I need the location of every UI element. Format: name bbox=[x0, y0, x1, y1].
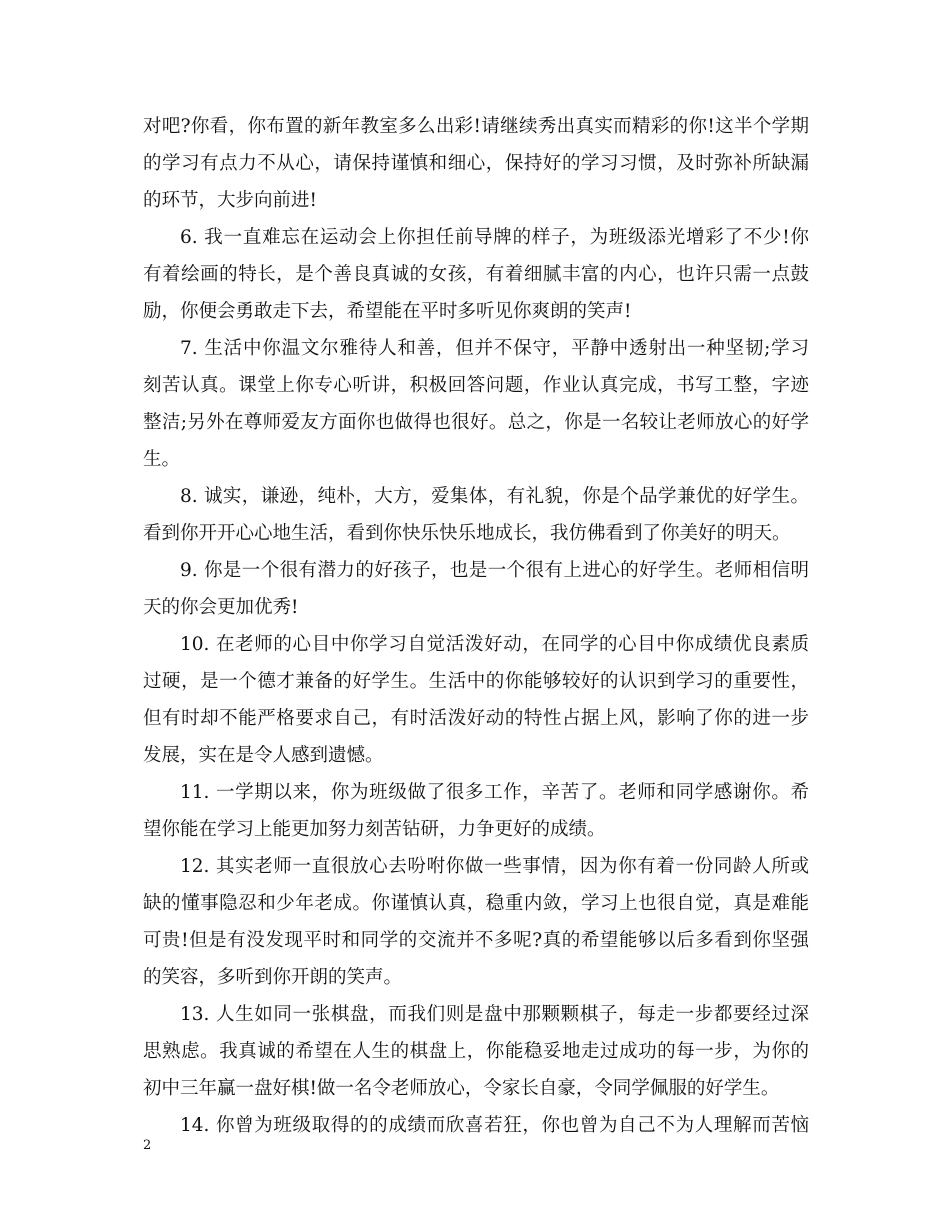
text-line: 生。 bbox=[143, 449, 181, 470]
text-line: 励，你便会勇敢走下去，希望能在平时多听见你爽朗的笑声! bbox=[143, 301, 632, 322]
paragraph-p-continued bbox=[143, 108, 809, 219]
text-line: 望你能在学习上能更加努力刻苦钻研，力争更好的成绩。 bbox=[143, 819, 606, 840]
paragraph-p-7 bbox=[143, 330, 809, 478]
text-line: 的学习有点力不从心，请保持谨慎和细心，保持好的学习习惯，及时弥补所缺漏 bbox=[143, 153, 809, 174]
text-line: 可贵!但是有没发现平时和同学的交流并不多呢?真的希望能够以后多看到你坚强 bbox=[143, 930, 809, 951]
text-line: 11. 一学期以来，你为班级做了很多工作，辛苦了。老师和同学感谢你。希 bbox=[180, 782, 809, 803]
text-line: 10. 在老师的心目中你学习自觉活泼好动，在同学的心目中你成绩优良素质 bbox=[180, 634, 809, 655]
text-line: 发展，实在是令人感到遗憾。 bbox=[143, 745, 384, 766]
text-line: 的笑容，多听到你开朗的笑声。 bbox=[143, 967, 403, 988]
text-line: 初中三年赢一盘好棋!做一名令老师放心，令家长自豪，令同学佩服的好学生。 bbox=[143, 1078, 780, 1099]
text-line: 14. 你曾为班级取得的的成绩而欣喜若狂，你也曾为自己不为人理解而苦恼 bbox=[180, 1115, 809, 1136]
text-line: 的环节，大步向前进! bbox=[143, 190, 317, 211]
text-line: 过硬，是一个德才兼备的好学生。生活中的你能够较好的认识到学习的重要性， bbox=[143, 671, 809, 692]
text-line: 有着绘画的特长，是个善良真诚的女孩，有着细腻丰富的内心，也许只需一点鼓 bbox=[143, 264, 809, 285]
paragraph-p-11 bbox=[143, 774, 809, 848]
text-line: 整洁;另外在尊师爱友方面你也做得也很好。总之，你是一名较让老师放心的好学 bbox=[143, 412, 809, 433]
paragraph-p-9 bbox=[143, 552, 809, 626]
text-line: 12. 其实老师一直很放心去吩咐你做一些事情，因为你有着一份同龄人所或 bbox=[180, 856, 809, 877]
text-line: 6. 我一直难忘在运动会上你担任前导牌的样子，为班级添光增彩了不少!你 bbox=[180, 227, 809, 248]
text-line: 对吧?你看，你布置的新年教室多么出彩!请继续秀出真实而精彩的你!这半个学期 bbox=[143, 116, 809, 137]
text-line: 7. 生活中你温文尔雅待人和善，但并不保守，平静中透射出一种坚韧;学习 bbox=[180, 338, 809, 359]
paragraph-p-6 bbox=[143, 219, 809, 330]
text-line: 缺的懂事隐忍和少年老成。你谨慎认真，稳重内敛，学习上也很自觉，真是难能 bbox=[143, 893, 809, 914]
paragraph-p-8 bbox=[143, 478, 809, 552]
paragraph-p-14 bbox=[143, 1107, 809, 1144]
paragraph-p-12 bbox=[143, 848, 809, 996]
text-line: 8. 诚实，谦逊，纯朴，大方，爱集体，有礼貌，你是个品学兼优的好学生。 bbox=[180, 486, 809, 507]
paragraph-p-10 bbox=[143, 626, 809, 774]
document-body bbox=[143, 108, 809, 1144]
text-line: 思熟虑。我真诚的希望在人生的棋盘上，你能稳妥地走过成功的每一步，为你的 bbox=[143, 1041, 809, 1062]
text-line: 看到你开开心心地生活，看到你快乐快乐地成长，我仿佛看到了你美好的明天。 bbox=[143, 523, 791, 544]
page-number: 2 bbox=[143, 1138, 152, 1153]
text-line: 13. 人生如同一张棋盘，而我们则是盘中那颗颗棋子，每走一步都要经过深 bbox=[180, 1004, 809, 1025]
text-line: 但有时却不能严格要求自己，有时活泼好动的特性占据上风，影响了你的进一步 bbox=[143, 708, 809, 729]
text-line: 天的你会更加优秀! bbox=[143, 597, 299, 618]
text-line: 刻苦认真。课堂上你专心听讲，积极回答问题，作业认真完成，书写工整，字迹 bbox=[143, 375, 809, 396]
paragraph-p-13 bbox=[143, 996, 809, 1107]
text-line: 9. 你是一个很有潜力的好孩子，也是一个很有上进心的好学生。老师相信明 bbox=[180, 560, 809, 581]
